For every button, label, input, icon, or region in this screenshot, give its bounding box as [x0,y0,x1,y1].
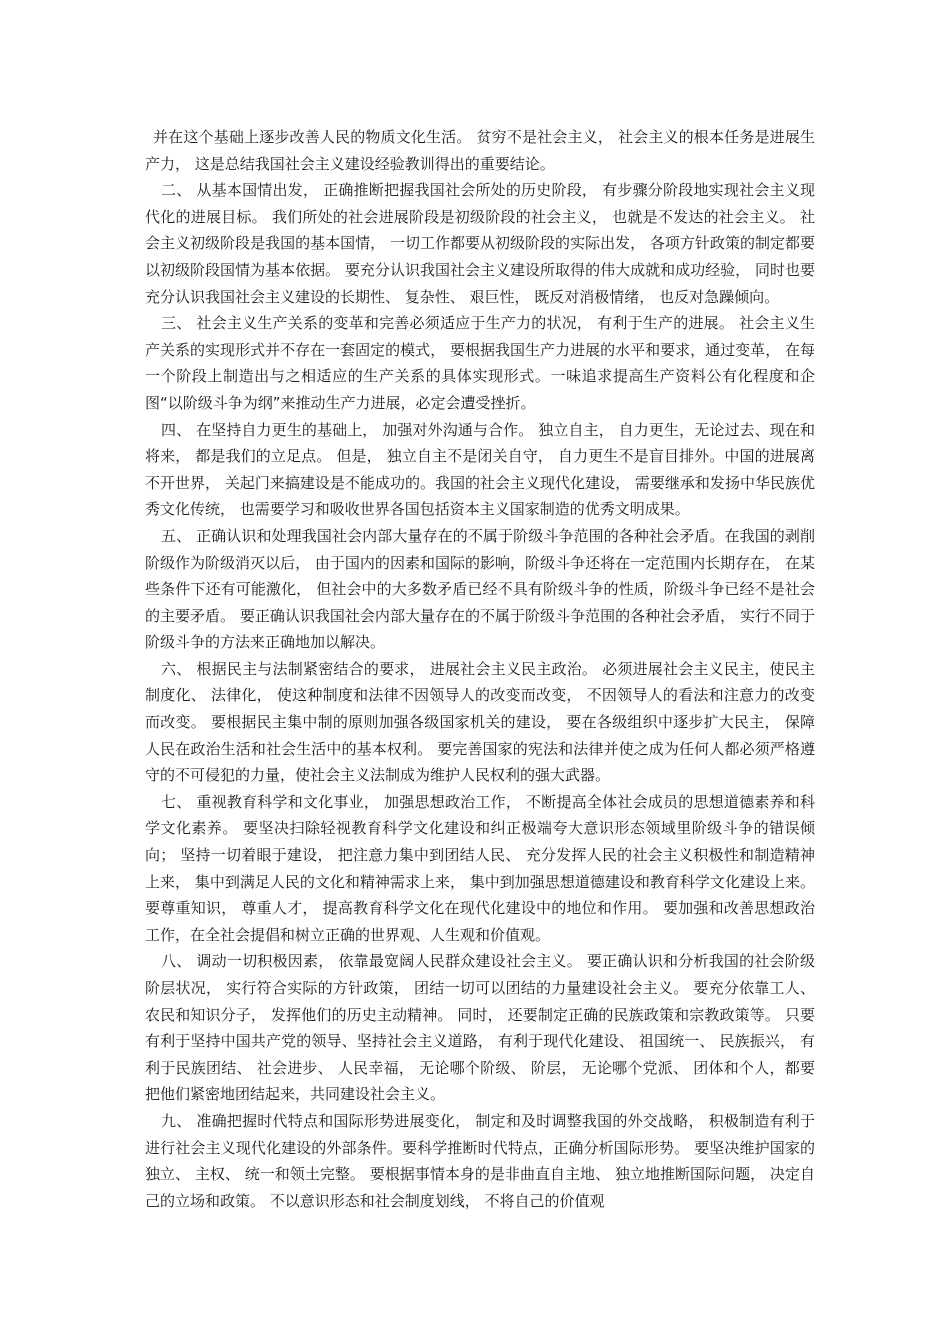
paragraph-point-5: 五、 正确认识和处理我国社会内部大量存在的不属于阶级斗争范围的各种社会矛盾。在我国的剥削阶级作为阶级消灭以后， 由于国内的因素和国际的影响，阶级斗争还将在一定范围内长期存在， 在某些条件下还有可能激化， 但社会中的大多数矛盾已经不具有阶级斗争的性质，阶级斗争已经不是社会的主要矛盾。 要正确认识我国社会内部大量存在的不属于阶级斗争范围的各种社会矛盾， 实行不同于阶级斗争的方法来正确地加以解决。 [145,526,815,652]
paragraph-point-8: 八、 调动一切积极因素， 依靠最宽阔人民群众建设社会主义。 要正确认识和分析我国的社会阶级阶层状况， 实行符合实际的方针政策， 团结一切可以团结的力量建设社会主义。 要充分依靠工人、 农民和知识分子， 发挥他们的历史主动精神。 同时， 还要制定正确的民族政策和宗教政策等。 只要有利于坚持中国共产党的领导、坚持社会主义道路， 有利于现代化建设、 祖国统一、 民族振兴， 有利于民族团结、 社会进步、 人民幸福， 无论哪个阶级、 阶层， 无论哪个党派、 团体和个人，都要把他们紧密地团结起来，共同建设社会主义。 [145,952,815,1104]
paragraph-point-6: 六、 根据民主与法制紧密结合的要求， 进展社会主义民主政治。 必须进展社会主义民主，使民主制度化、 法律化， 使这种制度和法律不因领导人的改变而改变， 不因领导人的看法和注意力的改变而改变。 要根据民主集中制的原则加强各级国家机关的建设， 要在各级组织中逐步扩大民主， 保障人民在政治生活和社会生活中的基本权利。 要完善国家的宪法和法律并使之成为任何人都必须严格遵守的不可侵犯的力量，使社会主义法制成为维护人民权利的强大武器。 [145,659,815,785]
paragraph-point-2: 二、 从基本国情出发， 正确推断把握我国社会所处的历史阶段， 有步骤分阶段地实现社会主义现代化的进展目标。 我们所处的社会进展阶段是初级阶段的社会主义， 也就是不发达的社会主义。 社会主义初级阶段是我国的基本国情， 一切工作都要从初级阶段的实际出发， 各项方针政策的制定都要以初级阶段国情为基本依据。 要充分认识我国社会主义建设所取得的伟大成就和成功经验， 同时也要充分认识我国社会主义建设的长期性、 复杂性、 艰巨性， 既反对消极情绪， 也反对急躁倾向。 [145,181,815,306]
paragraph-continued: 并在这个基础上逐步改善人民的物质文化生活。 贫穷不是社会主义， 社会主义的根本任务是进展生产力， 这是总结我国社会主义建设经验教训得出的重要结论。 [145,128,815,173]
paragraph-point-9: 九、 准确把握时代特点和国际形势进展变化， 制定和及时调整我国的外交战略， 积极制造有利于进行社会主义现代化建设的外部条件。要科学推断时代特点，正确分析国际形势。 要坚决维护国家的独立、 主权、 统一和领土完整。 要根据事情本身的是非曲直自主地、 独立地推断国际问题， 决定自己的立场和政策。 不以意识形态和社会制度划线， 不将自己的价值观 [145,1111,815,1210]
paragraph-point-7: 七、 重视教育科学和文化事业， 加强思想政治工作， 不断提高全体社会成员的思想道德素养和科学文化素养。 要坚决扫除轻视教育科学文化建设和纠正极端夸大意识形态领域里阶级斗争的错误倾向； 坚持一切着眼于建设， 把注意力集中到团结人民、 充分发挥人民的社会主义积极性和制造精神上来， 集中到满足人民的文化和精神需求上来， 集中到加强思想道德建设和教育科学文化建设上来。 要尊重知识， 尊重人才， 提高教育科学文化在现代化建设中的地位和作用。 要加强和改善思想政治工作，在全社会提倡和树立正确的世界观、人生观和价值观。 [145,792,815,944]
paragraph-point-4: 四、 在坚持自力更生的基础上， 加强对外沟通与合作。 独立自主， 自力更生，无论过去、现在和将来， 都是我们的立足点。 但是， 独立自主不是闭关自守， 自力更生不是盲目排外。中国的进展离不开世界， 关起门来搞建设是不能成功的。我国的社会主义现代化建设， 需要继承和发扬中华民族优秀文化传统， 也需要学习和吸收世界各国包括资本主义国家制造的优秀文明成果。 [145,420,815,519]
paragraph-point-3: 三、 社会主义生产关系的变革和完善必须适应于生产力的状况， 有利于生产的进展。 社会主义生产关系的实现形式并不存在一套固定的模式， 要根据我国生产力进展的水平和要求，通过变革， 在每一个阶段上制造出与之相适应的生产关系的具体实现形式。一味追求提高生产资料公有化程度和企图“以阶级斗争为纲”来推动生产力进展，必定会遭受挫折。 [145,314,815,412]
document-body [145,124,815,1214]
